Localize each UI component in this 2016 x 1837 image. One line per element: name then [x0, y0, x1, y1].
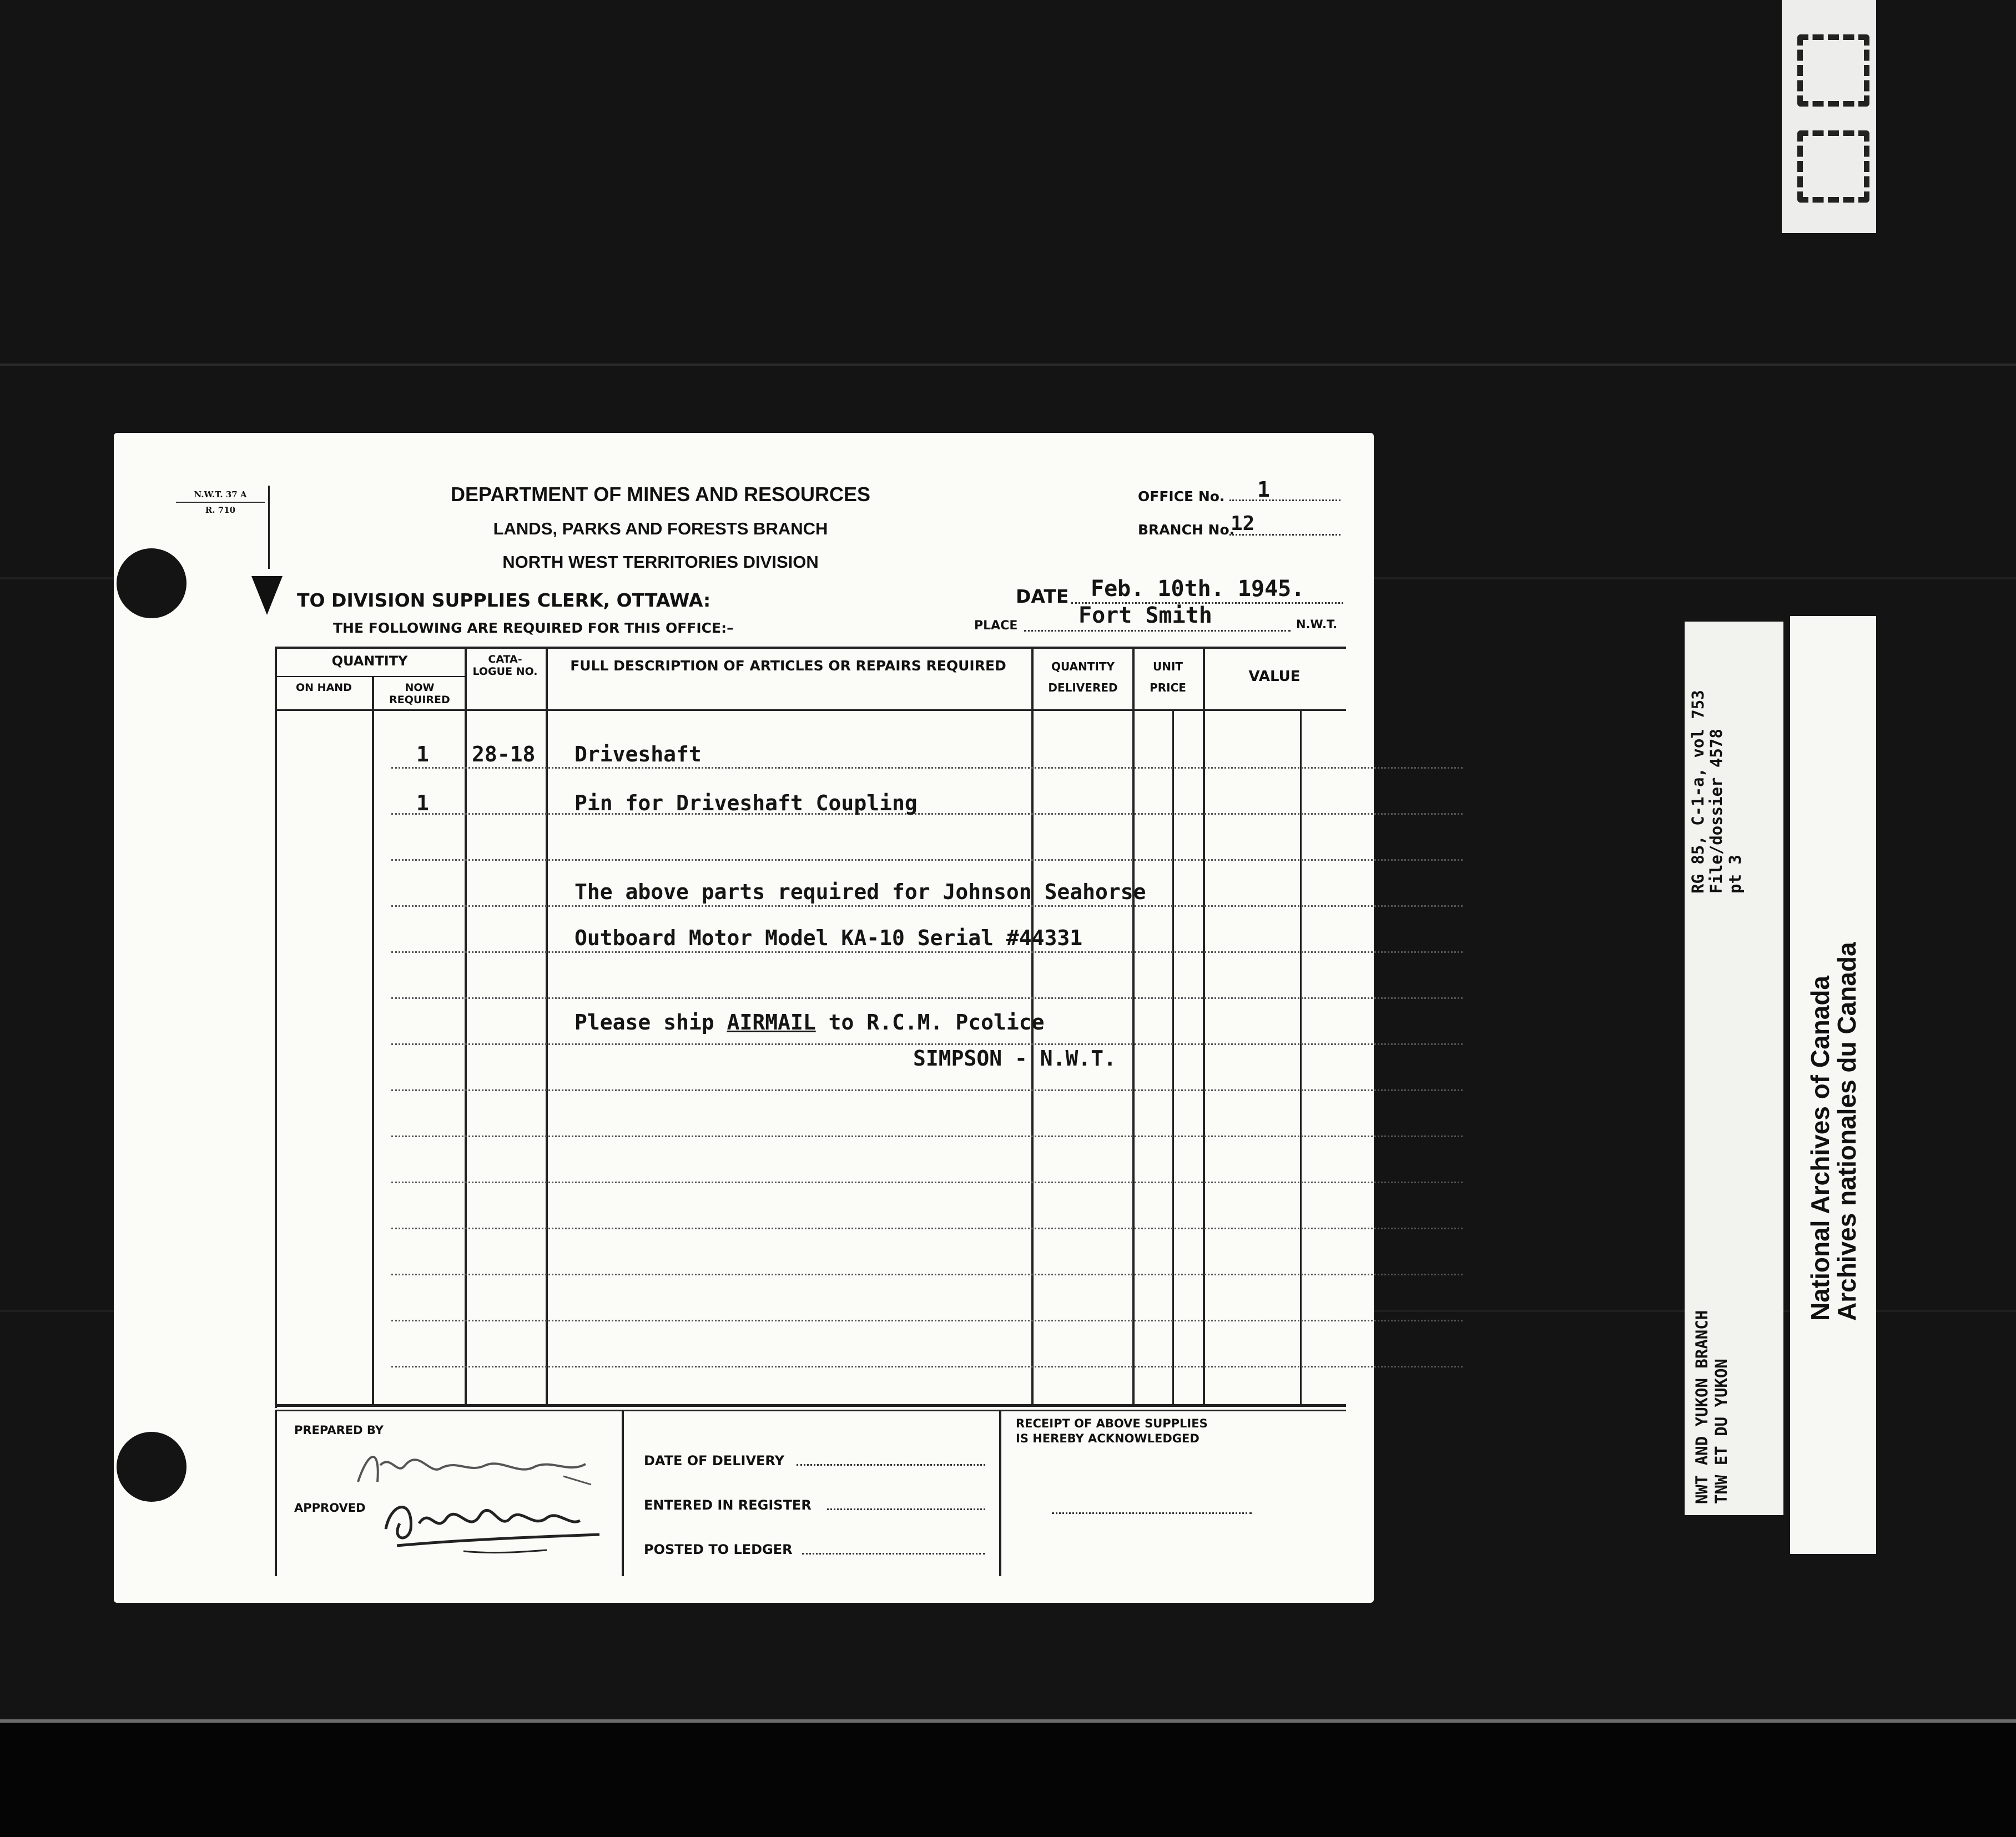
col-header-unit-price: UNIT PRICE [1150, 660, 1186, 694]
ship-line-suffix: to R.C.M. Pcolice [828, 1010, 1045, 1034]
col-header-description: FULL DESCRIPTION OF ARTICLES OR REPAIRS REQUIRED [570, 658, 1006, 674]
ship-line [574, 1010, 1045, 1034]
branch-no-value[interactable]: 12 [1231, 512, 1255, 535]
branch-title: LANDS, PARKS AND FORESTS BRANCH [493, 519, 828, 538]
film-edge [0, 1719, 2016, 1837]
col-header-on-hand: ON HAND [296, 682, 352, 694]
punch-hole [117, 548, 187, 618]
row-2-now-required: 1 [416, 791, 429, 815]
col-header-quantity-delivered: QUANTITY DELIVERED [1048, 660, 1118, 694]
prepared-by-label: PREPARED BY [294, 1424, 384, 1437]
row-1-description: Driveshaft [574, 742, 702, 766]
archive-ref-line-2: File/dossier 4578 [1707, 729, 1726, 894]
place-suffix: N.W.T. [1296, 618, 1338, 631]
requisition-form [114, 433, 1374, 1603]
note-line-1: The above parts required for Johnson Seahorse [574, 880, 1146, 904]
approved-label: APPROVED [294, 1501, 366, 1515]
arrow-marker-icon [251, 576, 283, 615]
archive-ref-line-4: NWT AND YUKON BRANCH [1692, 1310, 1711, 1504]
branch-no-label: BRANCH No. [1138, 522, 1235, 538]
archive-ref-line-5: TNW ET DU YUKON [1711, 1359, 1731, 1504]
row-1-catalogue: 28-18 [472, 742, 536, 766]
note-line-2: Outboard Motor Model KA-10 Serial #44331 [574, 926, 1083, 950]
scan-line [0, 364, 2016, 366]
ship-line-prefix: Please ship [574, 1010, 714, 1034]
col-header-catalogue: CATA- LOGUE NO. [472, 653, 538, 678]
place-label: PLACE [974, 619, 1018, 633]
form-code-block [176, 489, 265, 515]
date-label: DATE [1016, 586, 1069, 607]
entered-in-register-label: ENTERED IN REGISTER [644, 1497, 812, 1513]
office-no-value[interactable]: 1 [1257, 477, 1270, 502]
place-value[interactable]: Fort Smith [1078, 603, 1212, 628]
col-header-quantity: QUANTITY [331, 653, 408, 669]
frame-marker [1782, 0, 1876, 233]
date-of-delivery-label: DATE OF DELIVERY [644, 1453, 784, 1468]
form-sub-code: R. 710 [205, 505, 236, 515]
punch-hole [117, 1432, 187, 1502]
following-line: THE FOLLOWING ARE REQUIRED FOR THIS OFFICE:– [333, 620, 734, 636]
receipt-line-2: IS HEREBY ACKNOWLEDGED [1016, 1432, 1199, 1445]
archive-institution-label [1790, 616, 1876, 1554]
institution-name-en: National Archives of Canada [1806, 975, 1834, 1321]
archive-ref-line-1: RG 85, C-1-a, vol 753 [1689, 690, 1707, 894]
division-title: NORTH WEST TERRITORIES DIVISION [502, 552, 819, 572]
form-code: N.W.T. 37 A [194, 489, 247, 499]
date-value[interactable]: Feb. 10th. 1945. [1091, 576, 1305, 602]
receipt-line-1: RECEIPT OF ABOVE SUPPLIES [1016, 1417, 1208, 1430]
office-no-label: OFFICE No. [1138, 488, 1225, 504]
archive-reference-label [1685, 622, 1783, 1515]
ship-line-airmail: AIRMAIL [727, 1010, 816, 1034]
ship-line-2: SIMPSON - N.W.T. [913, 1046, 1117, 1071]
approved-signature [380, 1490, 613, 1559]
posted-to-ledger-label: POSTED TO LEDGER [644, 1542, 793, 1557]
row-2-description: Pin for Driveshaft Coupling [574, 791, 918, 815]
col-header-value: VALUE [1248, 668, 1301, 685]
archive-ref-line-3: pt 3 [1725, 855, 1745, 894]
department-title: DEPARTMENT OF MINES AND RESOURCES [450, 483, 871, 506]
col-header-now-required: NOW REQUIRED [389, 682, 450, 706]
to-line: TO DIVISION SUPPLIES CLERK, OTTAWA: [297, 589, 711, 611]
row-1-now-required: 1 [416, 742, 429, 766]
institution-name-fr: Archives nationales du Canada [1832, 942, 1862, 1321]
